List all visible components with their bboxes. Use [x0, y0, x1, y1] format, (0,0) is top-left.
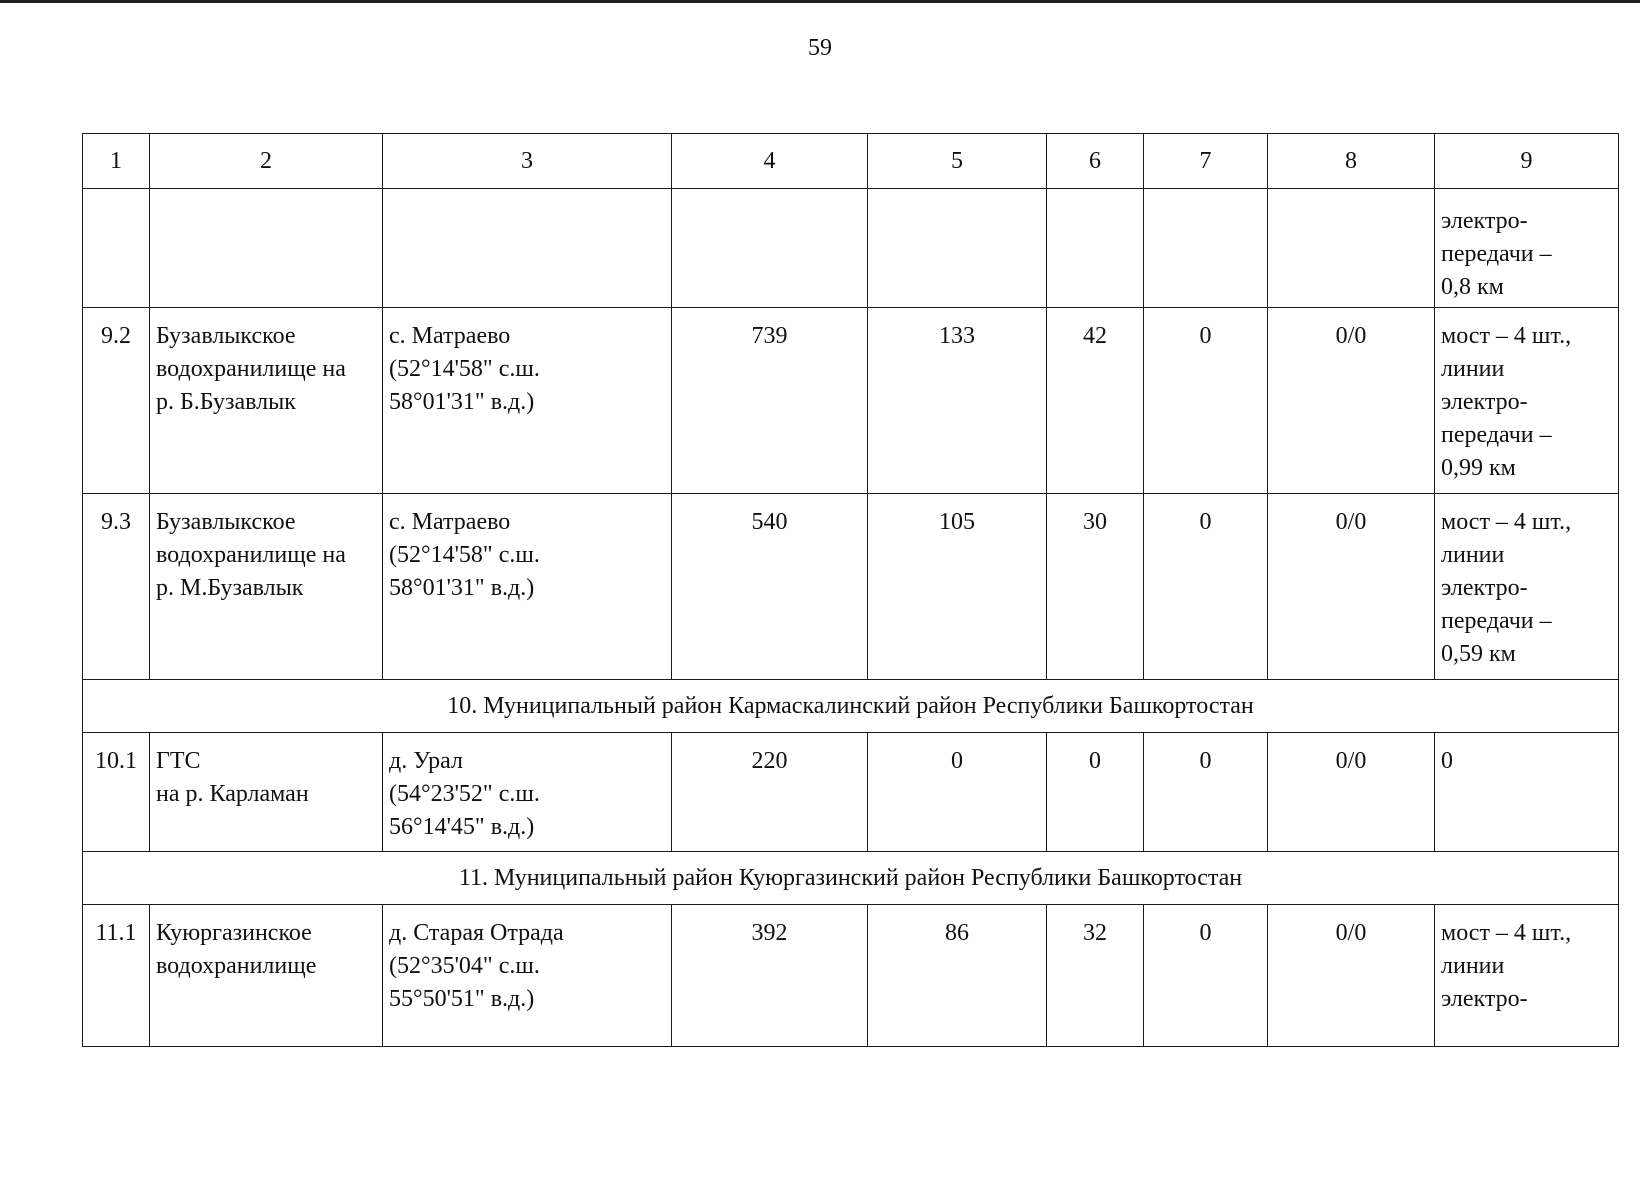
- table-row: [83, 905, 1619, 1047]
- cell-number: 10.1: [83, 733, 150, 852]
- cell-col-5: 133: [868, 308, 1047, 494]
- cell-number: 9.2: [83, 308, 150, 494]
- header-col-5: 5: [868, 134, 1047, 189]
- page-number: 59: [808, 35, 832, 61]
- cell: [1144, 189, 1268, 308]
- cell: [83, 189, 150, 308]
- section-heading-row: [83, 680, 1619, 733]
- header-col-2: 2: [150, 134, 383, 189]
- cell-col-4: 392: [672, 905, 868, 1047]
- header-col-6: 6: [1047, 134, 1144, 189]
- section-heading-10: 10. Муниципальный район Кармаскалинский район Республики Башкортостан: [83, 680, 1619, 733]
- reservoir-table: [82, 133, 1619, 1047]
- cell: [150, 189, 383, 308]
- continuation-row: [83, 189, 1619, 308]
- cell-col-6: 32: [1047, 905, 1144, 1047]
- cell: [1268, 189, 1435, 308]
- table-header: [83, 134, 1619, 189]
- scan-top-edge: [0, 0, 1640, 3]
- cell-col-5: 86: [868, 905, 1047, 1047]
- cell-structures: мост – 4 шт., линии электро- передачи – 0,59 км: [1435, 494, 1619, 680]
- cell-col-6: 30: [1047, 494, 1144, 680]
- cell-col-8: 0/0: [1268, 733, 1435, 852]
- cell-location: д. Урал (54°23'52" с.ш. 56°14'45" в.д.): [383, 733, 672, 852]
- cell: [672, 189, 868, 308]
- cell: [1047, 189, 1144, 308]
- cell: [868, 189, 1047, 308]
- cell-col-6: 0: [1047, 733, 1144, 852]
- cell-col-5: 0: [868, 733, 1047, 852]
- cell-object-name: Бузавлыкское водохранилище на р. М.Бузавлык: [150, 494, 383, 680]
- header-col-8: 8: [1268, 134, 1435, 189]
- cell-number: 9.3: [83, 494, 150, 680]
- cell-col-6: 42: [1047, 308, 1144, 494]
- cell-col-5: 105: [868, 494, 1047, 680]
- cell-location: с. Матраево (52°14'58" с.ш. 58°01'31" в.д.): [383, 494, 672, 680]
- cell-number: 11.1: [83, 905, 150, 1047]
- cell-object-name: Бузавлыкское водохранилище на р. Б.Бузавлык: [150, 308, 383, 494]
- table-row: [83, 733, 1619, 852]
- cell-object-name: Куюргазинское водохранилище: [150, 905, 383, 1047]
- section-heading-row: [83, 852, 1619, 905]
- cell-object-name: ГТС на р. Карламан: [150, 733, 383, 852]
- cell-col-4: 220: [672, 733, 868, 852]
- cell-structures: мост – 4 шт., линии электро- передачи – 0,99 км: [1435, 308, 1619, 494]
- cell-col-8: 0/0: [1268, 494, 1435, 680]
- table-row: [83, 308, 1619, 494]
- cell-col-8: 0/0: [1268, 308, 1435, 494]
- header-row: [83, 134, 1619, 189]
- cell-location: д. Старая Отрада (52°35'04" с.ш. 55°50'51" в.д.): [383, 905, 672, 1047]
- cell-structures: мост – 4 шт., линии электро-: [1435, 905, 1619, 1047]
- cell-col-7: 0: [1144, 905, 1268, 1047]
- cell-col-7: 0: [1144, 733, 1268, 852]
- cell-col-4: 739: [672, 308, 868, 494]
- cell: [383, 189, 672, 308]
- cell-structures: 0: [1435, 733, 1619, 852]
- header-col-3: 3: [383, 134, 672, 189]
- header-col-7: 7: [1144, 134, 1268, 189]
- cell-col-8: 0/0: [1268, 905, 1435, 1047]
- header-col-1: 1: [83, 134, 150, 189]
- table-body: [83, 189, 1619, 1047]
- cell-structures: электро- передачи – 0,8 км: [1435, 189, 1619, 308]
- cell-col-7: 0: [1144, 308, 1268, 494]
- cell-location: с. Матраево (52°14'58" с.ш. 58°01'31" в.д.): [383, 308, 672, 494]
- cell-col-7: 0: [1144, 494, 1268, 680]
- section-heading-11: 11. Муниципальный район Куюргазинский район Республики Башкортостан: [83, 852, 1619, 905]
- table-row: [83, 494, 1619, 680]
- cell-col-4: 540: [672, 494, 868, 680]
- header-col-9: 9: [1435, 134, 1619, 189]
- header-col-4: 4: [672, 134, 868, 189]
